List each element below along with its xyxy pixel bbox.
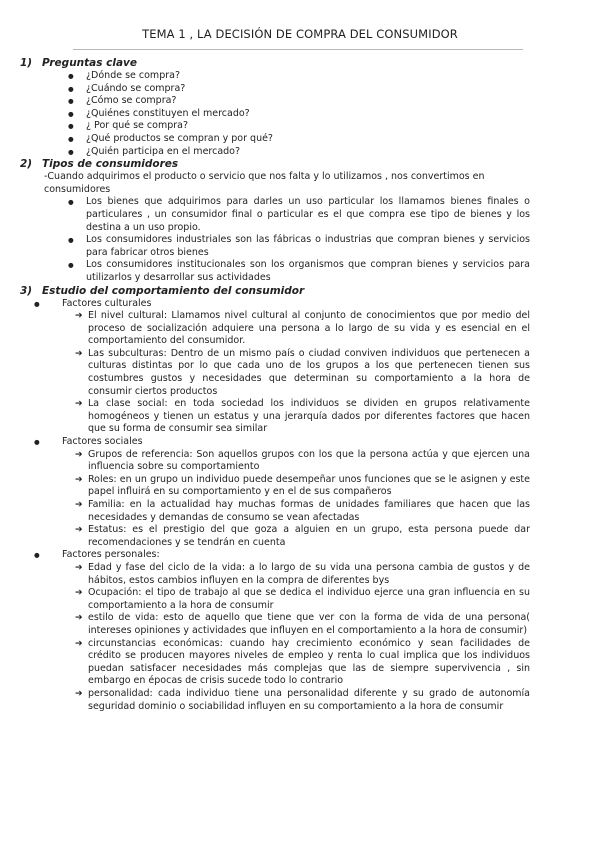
list-item: ➔ Grupos de referencia: Son aquellos grupos con los que la persona actúa y que ejercen una influencia sobre su comportamiento	[75, 448, 530, 473]
bullet-icon: ●	[34, 299, 40, 308]
arrow-right-icon: ➔	[75, 399, 83, 410]
social-factor-list	[75, 449, 530, 550]
list-item: ● Los consumidores industriales son las fábricas o industrias que compran bienes y servicios para fabricar otros bienes	[68, 234, 530, 259]
list-item: ➔ estilo de vida: esto de aquello que tiene que ver con la forma de vida de una persona( intereses opiniones y actividades que influyen en el comportamiento a la hora de consumir)	[75, 612, 530, 636]
list-item: ➔ Edad y fase del ciclo de la vida: a lo largo de su vida una persona cambia de gustos y de hábitos, estos cambios influyen en la compra de diferentes bys	[75, 561, 530, 586]
list-item: ● ¿Dónde se compra?	[68, 70, 530, 83]
list-item: ● ¿Qué productos se compran y por qué?	[68, 133, 530, 146]
factor-label: Factores personales:	[62, 549, 160, 561]
section-heading	[20, 57, 530, 70]
document-title: TEMA 1 , LA DECISIÓN DE COMPRA DEL CONSUMIDOR	[142, 27, 458, 41]
arrow-right-icon: ➔	[75, 449, 83, 460]
consumer-type-list	[68, 196, 530, 284]
arrow-right-icon: ➔	[75, 613, 83, 624]
list-item: ● Los consumidores institucionales son los organismos que compran bienes y servicios para utilizarlos y desarrollar sus actividades	[68, 259, 530, 284]
arrow-right-icon: ➔	[75, 348, 83, 359]
list-item: ● Los bienes que adquirimos para darles un uso particular los llamamos bienes finales o particulares , un consumidor final o particular es el que compra ese tipo de bienes y los destina a un uso propio.	[68, 196, 530, 234]
factor-heading-sociales	[32, 436, 530, 449]
section-preguntas-clave	[20, 57, 530, 158]
arrow-right-icon: ➔	[75, 688, 83, 699]
list-item: ➔ personalidad: cada individuo tiene una personalidad diferente y su grado de autonomía seguridad dominio o sociabilidad influyen en su comportamiento a la hora de consumir	[75, 687, 530, 712]
section-comportamiento	[20, 285, 530, 714]
section-title: Estudio del comportamiento del consumidor	[42, 284, 305, 297]
arrow-right-icon: ➔	[75, 311, 83, 322]
arrow-right-icon: ➔	[75, 474, 83, 485]
section-number: 2)	[20, 158, 33, 171]
section-number: 1)	[20, 57, 33, 69]
list-item: ➔ Ocupación: el tipo de trabajo al que se dedica el individuo ejerce una gran influencia en su comportamiento a la hora de consumir	[75, 587, 530, 611]
arrow-right-icon: ➔	[75, 588, 83, 599]
factor-heading-culturales	[32, 298, 530, 311]
document-body	[20, 57, 530, 713]
list-item: ➔ Familia: en la actualidad hay muchas formas de unidades familiares que hacen que las necesidades y demandas de consumo se vean afectadas	[75, 499, 530, 523]
list-item: ➔ circunstancias económicas: cuando hay crecimiento económico y sean facilidades de crédito se producen mayores niveles de empleo y renta lo cual implica que los individuos puedan satisfacer necesidades más complejas que las de siempre supervivencia , sin embargo en épocas de crisis sucede todo lo contrario	[75, 637, 530, 687]
list-item: ➔ Estatus: es el prestigio del que goza a alguien en un grupo, esta persona puede dar recomendaciones y se tendrán en cuenta	[75, 524, 530, 548]
arrow-right-icon: ➔	[75, 525, 83, 536]
section-heading	[20, 285, 530, 298]
list-item: ● ¿Quién participa en el mercado?	[68, 146, 530, 159]
factor-heading-personales	[32, 549, 530, 562]
arrow-right-icon: ➔	[75, 500, 83, 510]
arrow-right-icon: ➔	[75, 562, 83, 573]
section-intro: -Cuando adquirimos el producto o servicio que nos falta y lo utilizamos , nos convertimos en consumidores	[44, 171, 485, 195]
list-item: ● ¿ Por qué se compra?	[68, 120, 530, 133]
list-item: ● ¿Cómo se compra?	[68, 95, 530, 108]
factor-label: Factores culturales	[62, 297, 152, 309]
cultural-factor-list	[75, 310, 530, 436]
bullet-icon: ●	[34, 551, 40, 560]
list-item: ➔ Roles: en un grupo un individuo puede desempeñar unos funciones que se le asignen y este papel influirá en su comportamiento y en el de sus compañeros	[75, 473, 530, 498]
arrow-right-icon: ➔	[75, 638, 83, 649]
question-list	[68, 70, 530, 158]
list-item: ● ¿Cuándo se compra?	[68, 83, 530, 96]
list-item: ➔ La clase social: en toda sociedad los individuos se dividen en grupos relativamente homogéneos y tienen un estatus y una jerarquía dados por diferentes factores que hacen que su forma de consumir sea similar	[75, 398, 530, 435]
section-title: Preguntas clave	[42, 57, 138, 69]
section-number: 3)	[20, 284, 33, 297]
factor-label: Factores sociales	[62, 436, 143, 448]
section-heading	[20, 158, 530, 171]
list-item: ➔ El nivel cultural: Llamamos nivel cultural al conjunto de conocimientos que por medio del proceso de socialización adquiere una persona a lo largo de su vida y es esencial en el comportamiento del consumidor.	[75, 310, 530, 347]
section-title: Tipos de consumidores	[42, 158, 179, 171]
personal-factor-list	[75, 562, 530, 713]
bullet-icon: ●	[34, 438, 40, 447]
section-tipos-consumidores	[20, 158, 530, 284]
list-item: ➔ Las subculturas: Dentro de un mismo país o ciudad conviven individuos que pertenecen a culturas distintas por lo que cada uno de los grupos a los que pertenecen tienen sus costumbres gustos y necesidades que determinan su comportamiento a la hora de consumir ciertos productos	[75, 347, 530, 397]
title-divider	[73, 49, 523, 50]
list-item: ● ¿Quiénes constituyen el mercado?	[68, 108, 530, 121]
